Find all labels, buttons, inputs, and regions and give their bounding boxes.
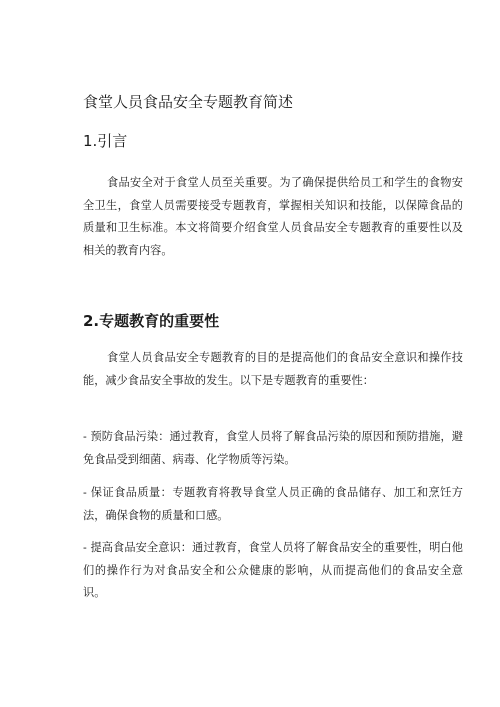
- bullet-item-prevent-contamination: - 预防食品污染：通过教育，食堂人员将了解食品污染的原因和预防措施，避免食品受到细菌、病毒、化学物质等污染。: [83, 430, 463, 466]
- section-heading-introduction: 1.引言: [83, 132, 128, 150]
- importance-paragraph: 食堂人员食品安全专题教育的目的是提高他们的食品安全意识和操作技能，减少食品安全事故的发生。以下是专题教育的重要性：: [83, 351, 463, 387]
- document-title: 食堂人员食品安全专题教育简述: [83, 93, 294, 111]
- bullet-item-ensure-quality: - 保证食品质量：专题教育将教导食堂人员正确的食品储存、加工和烹饪方法，确保食物的质量和口感。: [83, 486, 463, 522]
- section-heading-importance: 2.专题教育的重要性: [83, 312, 220, 330]
- introduction-paragraph: 食品安全对于食堂人员至关重要。为了确保提供给员工和学生的食物安全卫生，食堂人员需要接受专题教育，掌握相关知识和技能，以保障食品的质量和卫生标准。本文将简要介绍食堂人员食品安全专题教育的重要性以及相关的教育内容。: [83, 176, 463, 257]
- bullet-item-raise-awareness: - 提高食品安全意识：通过教育，食堂人员将了解食品安全的重要性，明白他们的操作行为对食品安全和公众健康的影响，从而提高他们的食品安全意识。: [83, 541, 463, 599]
